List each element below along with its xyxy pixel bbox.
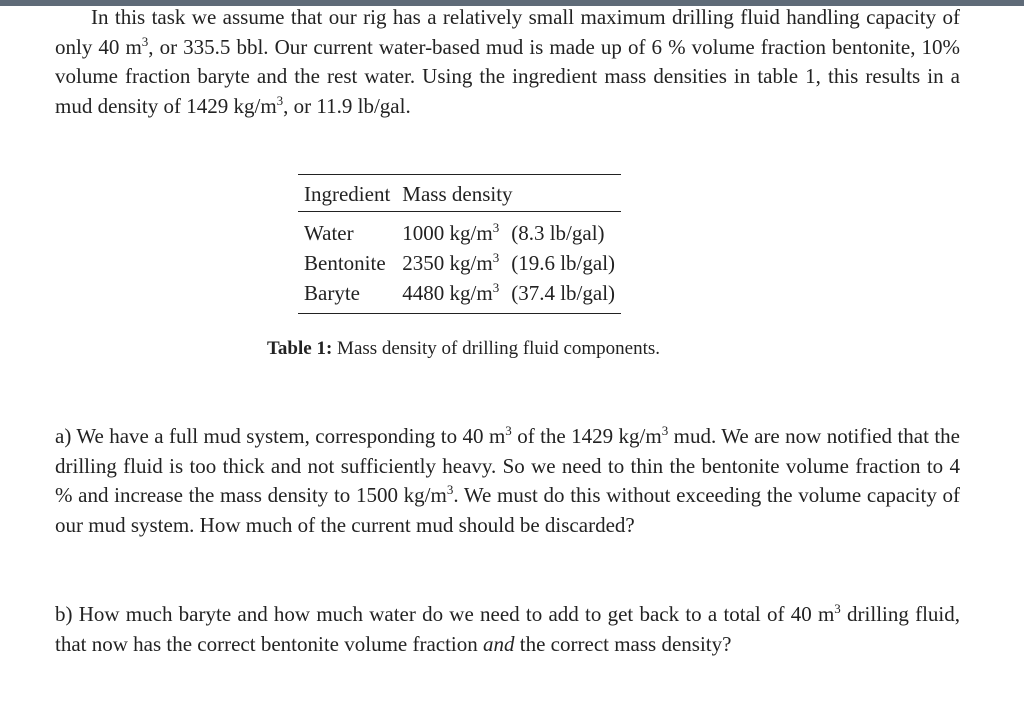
caption-text: Mass density of drilling fluid components. [337, 338, 661, 359]
density-value: 1000 kg/m [402, 220, 493, 245]
ingredient-name: Baryte [298, 278, 396, 314]
superscript: 3 [661, 423, 669, 438]
question-b [55, 600, 960, 659]
density-metric [396, 278, 505, 314]
question-b-text-2: drilling fluid, that now has the correct bentonite volume fraction [55, 602, 961, 656]
caption-label: Table 1: [267, 338, 333, 359]
intro-paragraph [55, 3, 960, 121]
question-a-text-3: mud. We are now notified that the drilling fluid is too thick and not sufficiently heavy. So we need to thin the bentonite volume fraction to 4 % and increase the mass density to 1500 kg/m [55, 424, 960, 507]
header-ingredient: Ingredient [298, 175, 396, 212]
question-a-text-2: of the 1429 kg/m [511, 424, 662, 448]
density-imperial: (37.4 lb/gal) [505, 278, 621, 314]
density-imperial: (19.6 lb/gal) [511, 250, 616, 275]
density-imperial: (8.3 lb/gal) [511, 220, 605, 245]
table-row [298, 212, 621, 249]
superscript: 3 [141, 33, 149, 49]
question-a-text-4: . We must do this without exceeding the volume capacity of our mud system. How much of the current mud should be discarded? [55, 483, 961, 537]
table-row [298, 278, 621, 314]
emphasis-text: and [483, 631, 515, 656]
superscript: 3 [276, 92, 284, 108]
density-value: 2350 kg/m [402, 250, 493, 275]
density-metric [396, 248, 505, 278]
superscript: 3 [834, 601, 841, 616]
ingredient-name: Bentonite [304, 250, 386, 275]
table-row [298, 248, 621, 278]
question-a [55, 422, 960, 540]
superscript: 3 [492, 249, 500, 265]
intro-text-3: , or 11.9 lb/gal. [283, 93, 411, 118]
density-value: 4480 kg/m [402, 280, 493, 305]
ingredient-name: Water [304, 220, 354, 245]
intro-text-1: In this task we assume that our rig has a relatively small maximum drilling fluid handling capacity of only 40 m [55, 5, 960, 59]
intro-text-2: , or 335.5 bbl. Our current water-based mud is made up of 6 % volume fraction bentonite, 10% volume fraction baryte and the rest water. Using the ingredient mass densities in table 1, this results in a mud density of 1429 kg/m [55, 34, 961, 118]
superscript: 3 [446, 482, 454, 497]
superscript: 3 [492, 219, 500, 235]
question-b-text-3: the correct mass density? [514, 631, 732, 656]
density-metric [396, 212, 505, 249]
question-a-text-1: a) We have a full mud system, corresponding to 40 m [55, 424, 506, 448]
superscript: 3 [505, 423, 512, 438]
table-header-row [298, 175, 621, 212]
superscript: 3 [492, 279, 500, 295]
table-caption [267, 338, 660, 360]
header-mass-density: Mass density [396, 175, 621, 212]
question-b-text-1: b) How much baryte and how much water do we need to add to get back to a total of 40 m [55, 602, 835, 626]
density-table [298, 174, 621, 314]
